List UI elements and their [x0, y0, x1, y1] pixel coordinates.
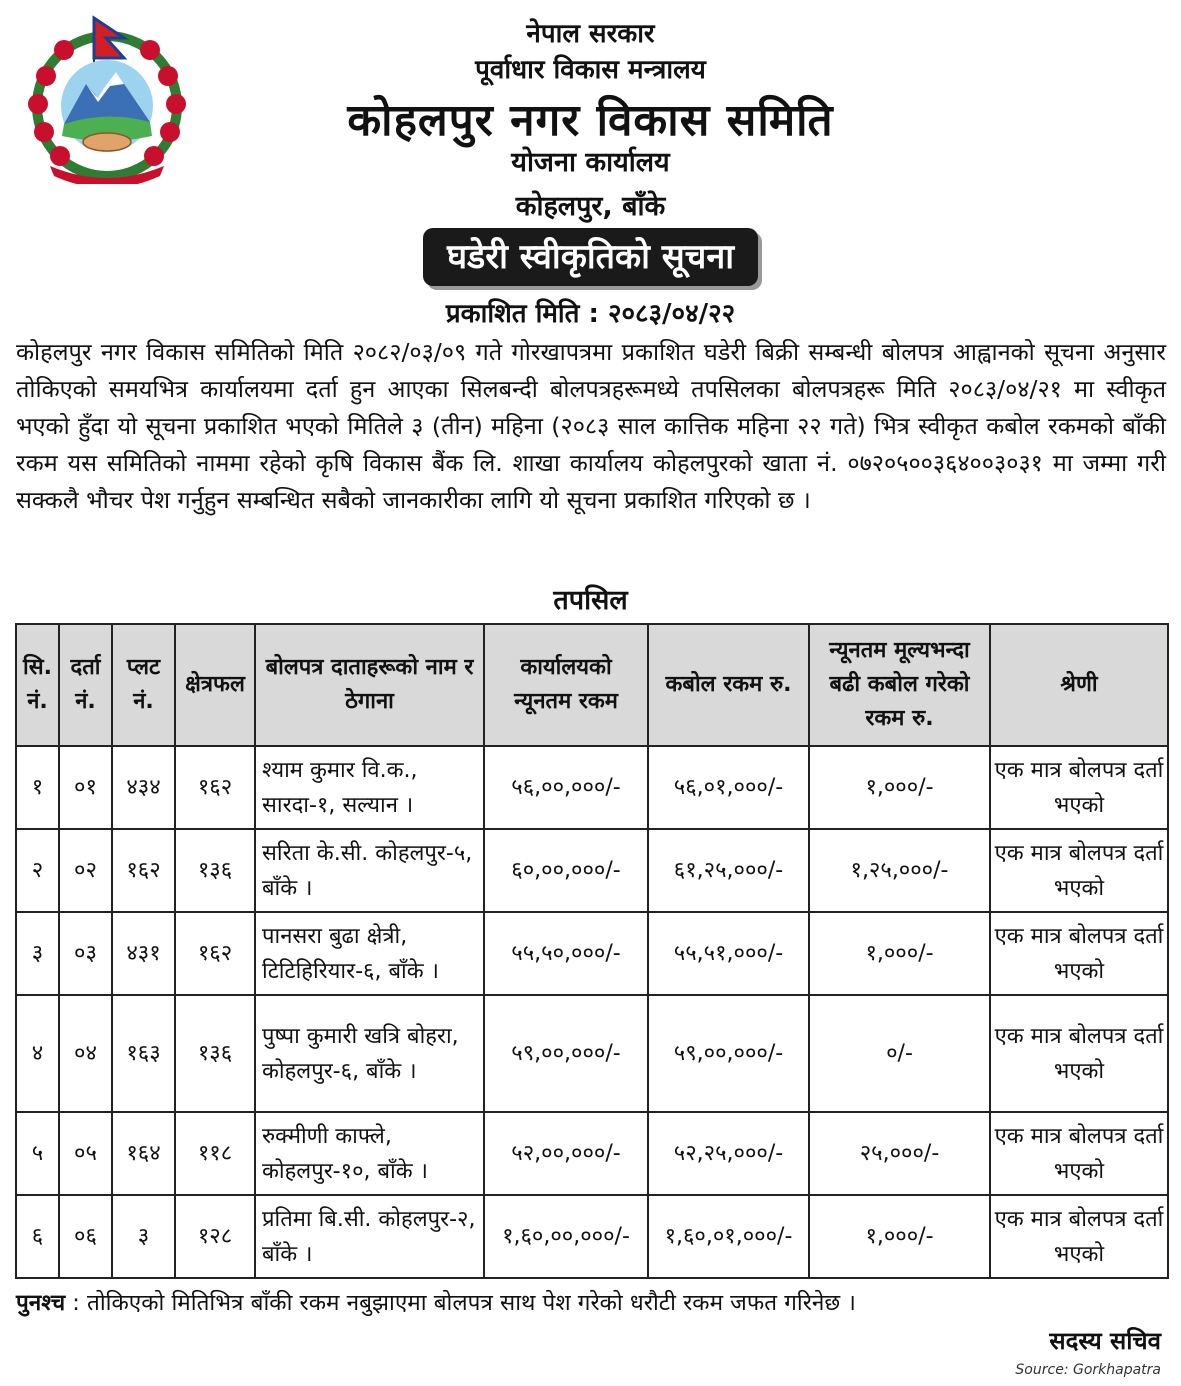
table-cell: १६२ [112, 829, 175, 912]
table-row [16, 829, 1168, 912]
table-row [16, 995, 1168, 1112]
table-cell: ५५,५०,०००/- [484, 912, 648, 995]
table-cell: ०४ [59, 995, 112, 1112]
table-cell: १६३ [112, 995, 175, 1112]
table-cell: १,६०,०१,०००/- [648, 1195, 809, 1278]
table-cell: पानसरा बुढा क्षेत्री, टिटिहिरियार-६, बाँके । [255, 912, 484, 995]
table-cell: ३ [16, 912, 59, 995]
column-header: सि. नं. [16, 624, 59, 746]
column-header: बोलपत्र दाताहरूको नाम र ठेगाना [255, 624, 484, 746]
table-cell: रुक्मीणी काफ्ले, कोहलपुर-१०, बाँके । [255, 1112, 484, 1195]
table-cell: ०६ [59, 1195, 112, 1278]
column-header: कार्यालयको न्यूनतम रकम [484, 624, 648, 746]
column-header: कबोल रकम रु. [648, 624, 809, 746]
table-cell: ५५,५१,०००/- [648, 912, 809, 995]
table-cell: १६२ [175, 912, 255, 995]
office-address: कोहलपुर, बाँके [515, 191, 666, 222]
table-cell: एक मात्र बोलपत्र दर्ता भएको [990, 995, 1168, 1112]
table-cell: ०३ [59, 912, 112, 995]
postscript-label: पुनश्च [16, 1290, 66, 1316]
table-cell: ५९,००,०००/- [648, 995, 809, 1112]
notice-body: कोहलपुर नगर विकास समितिको मिति २०८२/०३/०९ गते गोरखापत्रमा प्रकाशित घडेरी बिक्री सम्बन्धी बोलपत्र आह्वानको सूचना अनुसार तोकिएको समयभित्र कार्यालयमा दर्ता हुन आएका सिलबन्दी बोलपत्रहरूमध्ये तपसिलका बोलपत्रहरू मिति २०८३/०४/२१ मा स्वीकृत भएको हुँदा यो सूचना प्रकाशित भएको मितिले ३ (तीन) महिना (२०८३ साल कात्तिक महिना २२ गते) भित्र स्वीकृत कबोल रकमको बाँकी रकम यस समितिको नाममा रहेको कृषि विकास बैंक लि. शाखा कार्यालय कोहलपुरको खाता नं. ०७२०५००३६४००३०३१ मा जम्मा गरी सक्कलै भौचर पेश गर्नुहुन सम्बन्धित सबैको जानकारीका लागि यो सूचना प्रकाशित गरिएको छ । [16, 338, 1166, 514]
table-row [16, 1112, 1168, 1195]
table-cell: ४३१ [112, 912, 175, 995]
table-cell: १२८ [175, 1195, 255, 1278]
table-cell: ११८ [175, 1112, 255, 1195]
table-cell: सरिता के.सी. कोहलपुर-५, बाँके । [255, 829, 484, 912]
table-cell: ३ [112, 1195, 175, 1278]
column-header: दर्ता नं. [59, 624, 112, 746]
table-cell: ४३४ [112, 746, 175, 829]
organization-name: कोहलपुर नगर विकास समिति [347, 95, 834, 146]
table-cell: १,६०,००,०००/- [484, 1195, 648, 1278]
table-cell: ४ [16, 995, 59, 1112]
table-cell: १,०००/- [809, 912, 990, 995]
table-cell: १,२५,०००/- [809, 829, 990, 912]
table-cell: ०/- [809, 995, 990, 1112]
column-header: क्षेत्रफल [175, 624, 255, 746]
table-cell: २५,०००/- [809, 1112, 990, 1195]
table-cell: ६१,२५,०००/- [648, 829, 809, 912]
column-header: प्लट नं. [112, 624, 175, 746]
table-cell: १६२ [175, 746, 255, 829]
office-name: योजना कार्यालय [511, 147, 670, 178]
table-row [16, 912, 1168, 995]
table-cell: ०२ [59, 829, 112, 912]
table-cell: ६ [16, 1195, 59, 1278]
table-cell: ०१ [59, 746, 112, 829]
table-cell: पुष्पा कुमारी खत्रि बोहरा, कोहलपुर-६, बाँके । [255, 995, 484, 1112]
table-cell: ५६,००,०००/- [484, 746, 648, 829]
table-cell: १,०००/- [809, 1195, 990, 1278]
table-cell: ६०,००,०००/- [484, 829, 648, 912]
table-cell: प्रतिमा बि.सी. कोहलपुर-२, बाँके । [255, 1195, 484, 1278]
published-date: प्रकाशित मिति : २०८३/०४/२२ [445, 299, 736, 329]
table-cell: एक मात्र बोलपत्र दर्ता भएको [990, 746, 1168, 829]
notice-title-wrap [0, 228, 1181, 286]
ministry-name: पूर्वाधार विकास मन्त्रालय [475, 55, 706, 85]
table-cell: श्याम कुमार वि.क., सारदा-१, सल्यान । [255, 746, 484, 829]
postscript-text: : तोकिएको मितिभित्र बाँकी रकम नबुझाएमा बोलपत्र साथ पेश गरेको धरौटी रकम जफत गरिनेछ । [65, 1290, 856, 1316]
table-cell: १३६ [175, 995, 255, 1112]
table-header-row [16, 624, 1168, 746]
table-cell: २ [16, 829, 59, 912]
table-cell: एक मात्र बोलपत्र दर्ता भएको [990, 1112, 1168, 1195]
column-header: न्यूनतम मूल्यभन्दा बढी कबोल गरेको रकम रु. [809, 624, 990, 746]
column-header: श्रेणी [990, 624, 1168, 746]
schedule-heading: तपसिल [553, 585, 628, 616]
table-cell: ०५ [59, 1112, 112, 1195]
table-row [16, 1195, 1168, 1278]
table-cell: १३६ [175, 829, 255, 912]
postscript [16, 1286, 1166, 1317]
signatory: सदस्य सचिव [1049, 1327, 1161, 1355]
table-cell: १६४ [112, 1112, 175, 1195]
table-cell: एक मात्र बोलपत्र दर्ता भएको [990, 912, 1168, 995]
government-name: नेपाल सरकार [526, 19, 655, 49]
table-cell: १,०००/- [809, 746, 990, 829]
table-row [16, 746, 1168, 829]
table-cell: एक मात्र बोलपत्र दर्ता भएको [990, 829, 1168, 912]
table-cell: ५९,००,०००/- [484, 995, 648, 1112]
table-cell: एक मात्र बोलपत्र दर्ता भएको [990, 1195, 1168, 1278]
table-cell: ५ [16, 1112, 59, 1195]
source-credit: Source: Gorkhapatra [1015, 1362, 1161, 1378]
notice-title: घडेरी स्वीकृतिको सूचना [423, 228, 758, 286]
table-cell: ५२,२५,०००/- [648, 1112, 809, 1195]
table-cell: ५२,००,०००/- [484, 1112, 648, 1195]
table-cell: १ [16, 746, 59, 829]
bid-acceptance-table [15, 623, 1169, 1279]
table-cell: ५६,०१,०००/- [648, 746, 809, 829]
